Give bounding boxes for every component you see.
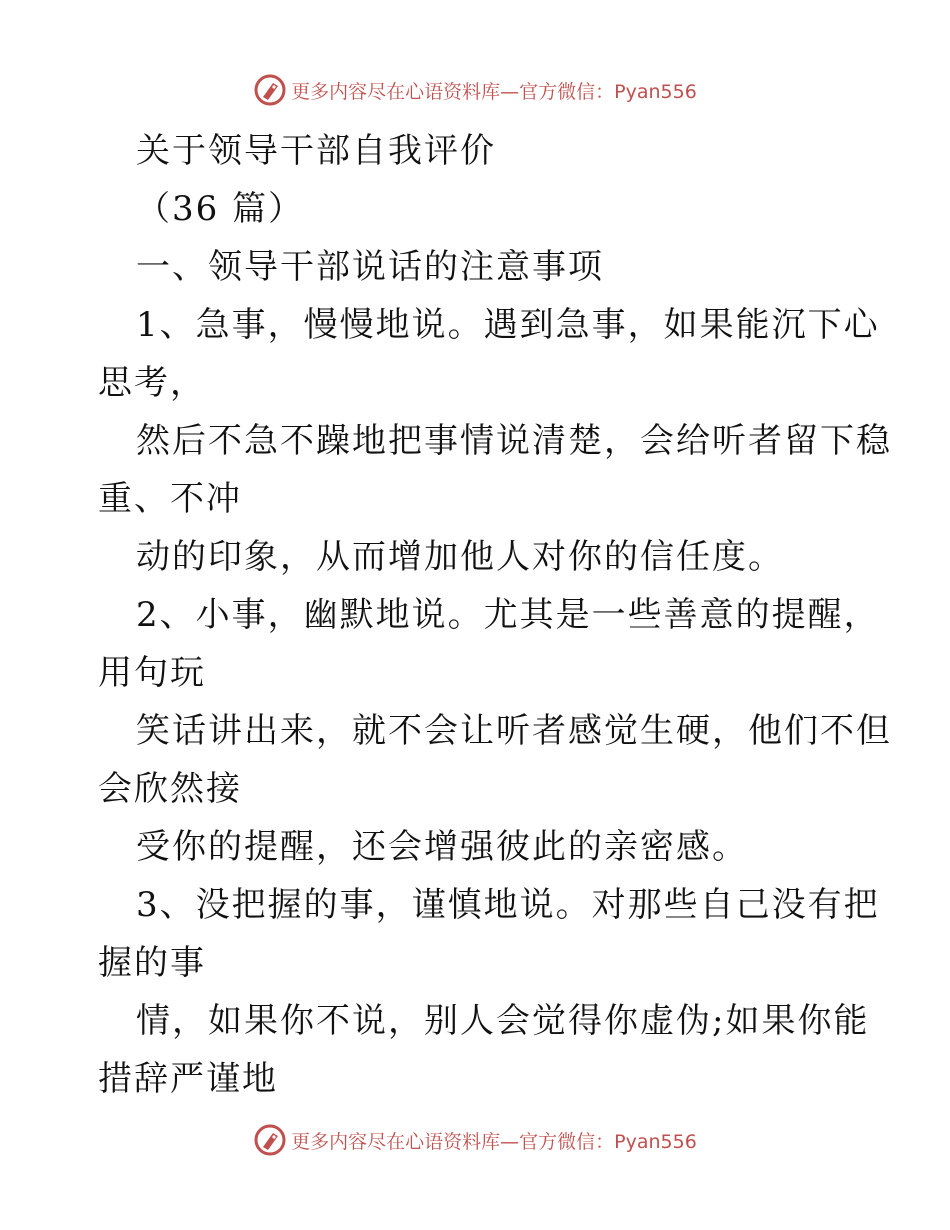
text-line: 会欣然接 bbox=[98, 769, 242, 809]
text-line: （36 篇） bbox=[136, 189, 305, 229]
watermark-text: 更多内容尽在心语资料库—官方微信：Pyan556 bbox=[291, 1130, 697, 1153]
text-line: 措辞严谨地 bbox=[98, 1059, 278, 1099]
watermark-text: 更多内容尽在心语资料库—官方微信：Pyan556 bbox=[291, 80, 697, 103]
footer-watermark bbox=[0, 1120, 950, 1160]
pen-nib-logo-icon bbox=[253, 1123, 287, 1157]
text-line: 用句玩 bbox=[98, 653, 206, 693]
text-line: 重、不冲 bbox=[98, 479, 242, 519]
text-line: 思考， bbox=[98, 363, 206, 403]
pen-nib-logo-icon bbox=[253, 73, 287, 107]
text-line: 2、小事，幽默地说。尤其是一些善意的提醒， bbox=[136, 595, 880, 635]
text-line: 握的事 bbox=[98, 943, 206, 983]
document-body bbox=[98, 122, 892, 1108]
watermark-wechat-id: Pyan556 bbox=[614, 1130, 697, 1153]
header-watermark bbox=[0, 70, 950, 110]
text-line: 1、急事，慢慢地说。遇到急事，如果能沉下心 bbox=[136, 305, 880, 345]
text-line: 然后不急不躁地把事情说清楚，会给听者留下稳 bbox=[136, 421, 892, 461]
text-line: 一、领导干部说话的注意事项 bbox=[136, 247, 604, 287]
text-line: 3、没把握的事，谨慎地说。对那些自己没有把 bbox=[136, 885, 880, 925]
text-line: 受你的提醒，还会增强彼此的亲密感。 bbox=[136, 827, 748, 867]
text-line: 关于领导干部自我评价 bbox=[136, 131, 496, 171]
text-line: 情，如果你不说，别人会觉得你虚伪;如果你能 bbox=[136, 1001, 870, 1041]
watermark-wechat-id: Pyan556 bbox=[614, 80, 697, 103]
text-line: 笑话讲出来，就不会让听者感觉生硬，他们不但 bbox=[136, 711, 892, 751]
text-line: 动的印象，从而增加他人对你的信任度。 bbox=[136, 537, 784, 577]
